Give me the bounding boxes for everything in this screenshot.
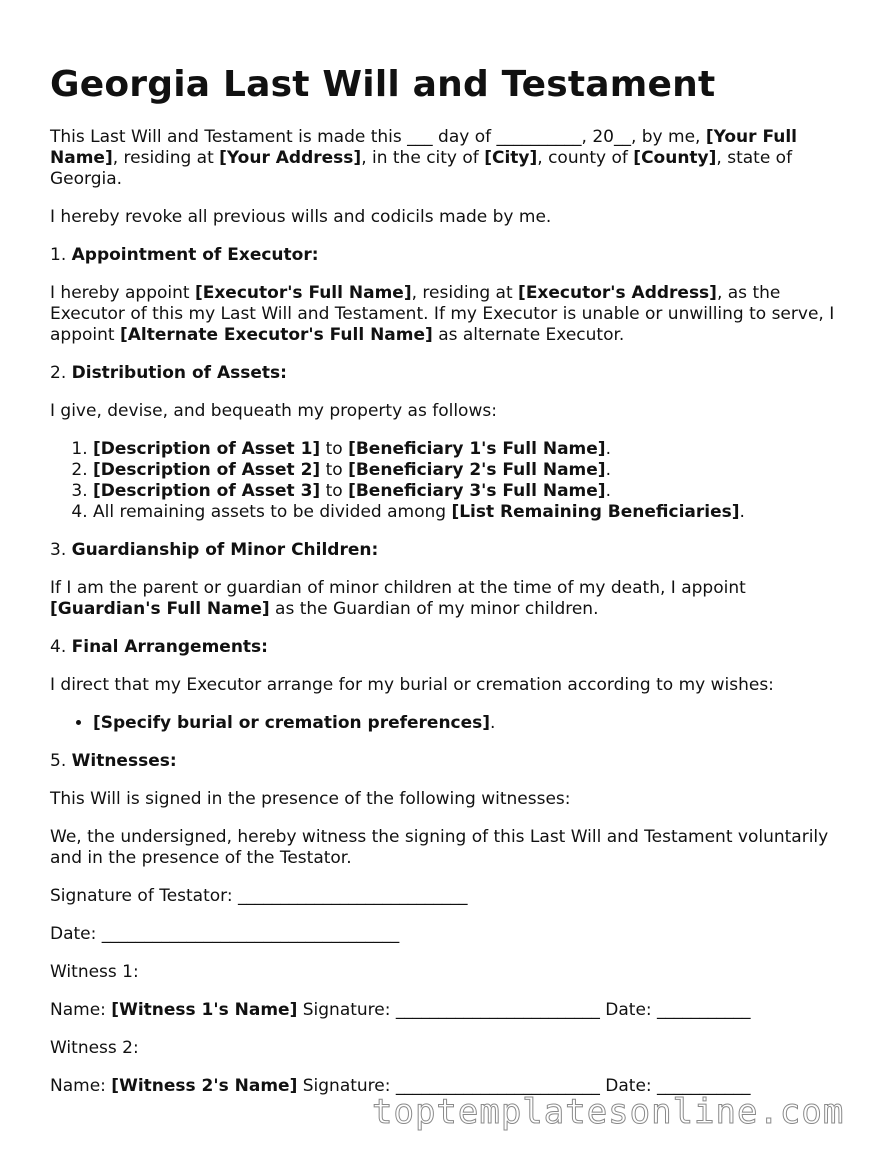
signature-date-fields: Signature: ________________________ Date: ___________: [297, 1000, 751, 1020]
list-text: to: [320, 460, 349, 480]
asset-list: [50, 439, 850, 523]
placeholder-witness-name: [Witness 2's Name]: [111, 1076, 298, 1096]
section-number: 4.: [50, 637, 72, 657]
signature-date-fields: Signature: ________________________ Date: ___________: [297, 1076, 751, 1096]
intro-text: This Last Will and Testament is made this ___ day of __________, 20__, by me,: [50, 127, 706, 147]
list-item: [93, 502, 850, 523]
placeholder-witness-name: [Witness 1's Name]: [111, 1000, 298, 1020]
section-title: Appointment of Executor:: [71, 245, 319, 265]
list-text: to: [320, 439, 349, 459]
revoke-paragraph: I hereby revoke all previous wills and codicils made by me.: [50, 207, 552, 227]
list-text: .: [605, 481, 611, 501]
placeholder-county: [County]: [633, 148, 717, 168]
intro-text: , in the city of: [361, 148, 485, 168]
section-heading-executor: [50, 245, 850, 266]
list-text: .: [605, 439, 611, 459]
witnesses-lead: This Will is signed in the presence of the following witnesses:: [50, 789, 571, 809]
list-item: [93, 713, 850, 734]
placeholder-remaining-beneficiaries: [List Remaining Beneficiaries]: [451, 502, 740, 522]
body-text: as alternate Executor.: [432, 325, 625, 345]
section-number: 5.: [50, 751, 72, 771]
section-title: Witnesses:: [71, 751, 177, 771]
preferences-list: [50, 713, 850, 734]
section-heading-arrangements: [50, 637, 850, 658]
placeholder-alternate-executor: [Alternate Executor's Full Name]: [119, 325, 433, 345]
list-text: .: [490, 713, 496, 733]
name-label: Name:: [50, 1000, 112, 1020]
placeholder-asset: [Description of Asset 3]: [93, 481, 321, 501]
placeholder-executor-name: [Executor's Full Name]: [194, 283, 412, 303]
section-title: Guardianship of Minor Children:: [71, 540, 379, 560]
assets-lead: I give, devise, and bequeath my property as follows:: [50, 401, 497, 421]
section-heading-witnesses: [50, 751, 850, 772]
executor-paragraph: [50, 283, 850, 346]
list-item: [93, 460, 850, 481]
placeholder-city: [City]: [484, 148, 538, 168]
body-text: I hereby appoint: [50, 283, 195, 303]
placeholder-beneficiary: [Beneficiary 1's Full Name]: [348, 439, 606, 459]
witness-1-label: Witness 1:: [50, 962, 139, 982]
document-title: Georgia Last Will and Testament: [50, 64, 716, 105]
witness-1-line: [50, 1000, 850, 1021]
section-number: 3.: [50, 540, 72, 560]
placeholder-beneficiary: [Beneficiary 3's Full Name]: [348, 481, 606, 501]
guardianship-paragraph: [50, 578, 850, 620]
document-page: [50, 0, 850, 1097]
placeholder-asset: [Description of Asset 1]: [93, 439, 321, 459]
witness-2-label: Witness 2:: [50, 1038, 139, 1058]
placeholder-guardian-name: [Guardian's Full Name]: [50, 599, 270, 619]
section-number: 1.: [50, 245, 72, 265]
watermark-text: toptemplatesonline.com: [372, 1092, 845, 1132]
witness-statement: We, the undersigned, hereby witness the signing of this Last Will and Testament voluntarily and in the presence of the Testator.: [50, 827, 829, 868]
testator-signature-line: Signature of Testator: ___________________________: [50, 886, 468, 906]
placeholder-executor-address: [Executor's Address]: [518, 283, 717, 303]
intro-paragraph: [50, 127, 850, 190]
arrangements-lead: I direct that my Executor arrange for my burial or cremation according to my wishes:: [50, 675, 774, 695]
section-heading-guardianship: [50, 540, 850, 561]
section-title: Distribution of Assets:: [71, 363, 287, 383]
placeholder-beneficiary: [Beneficiary 2's Full Name]: [348, 460, 606, 480]
intro-text: , state of Georgia.: [50, 148, 793, 189]
placeholder-address: [Your Address]: [219, 148, 362, 168]
intro-text: , county of: [537, 148, 634, 168]
name-label: Name:: [50, 1076, 112, 1096]
list-item: [93, 481, 850, 502]
list-text: All remaining assets to be divided among: [93, 502, 452, 522]
section-number: 2.: [50, 363, 72, 383]
list-text: .: [605, 460, 611, 480]
placeholder-full-name: [Your Full Name]: [50, 127, 797, 168]
section-heading-assets: [50, 363, 850, 384]
body-text: , residing at: [411, 283, 519, 303]
section-title: Final Arrangements:: [71, 637, 268, 657]
date-line: Date: ___________________________________: [50, 924, 400, 944]
placeholder-asset: [Description of Asset 2]: [93, 460, 321, 480]
placeholder-preferences: [Specify burial or cremation preferences]: [93, 713, 491, 733]
list-text: to: [320, 481, 349, 501]
list-item: [93, 439, 850, 460]
body-text: If I am the parent or guardian of minor children at the time of my death, I appoint: [50, 578, 746, 598]
body-text: as the Guardian of my minor children.: [269, 599, 599, 619]
body-text: , as the Executor of this my Last Will and Testament. If my Executor is unable or unwilling to serve, I appoint: [50, 283, 835, 345]
intro-text: , residing at: [112, 148, 220, 168]
list-text: .: [739, 502, 745, 522]
